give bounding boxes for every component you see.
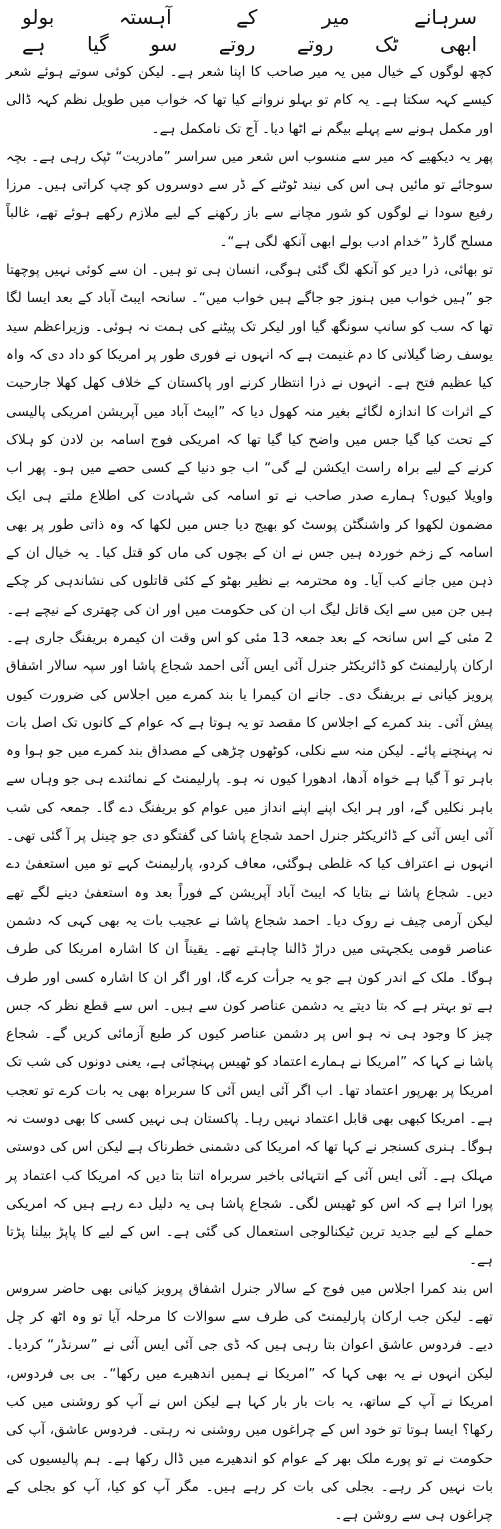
verse-word: ابھی — [439, 32, 477, 56]
verse-word: ٹک — [375, 32, 399, 56]
verse-word: روتے — [218, 32, 256, 56]
verse-word: بولو — [22, 5, 55, 29]
verse-word: ہے — [22, 32, 46, 56]
verse-word: روتے — [296, 32, 334, 56]
verse-word: میر — [321, 5, 350, 29]
paragraph-3: تو بھائی، ذرا دیر کو آنکھ لگ گئی ہوگی، انسان ہی تو ہیں۔ ان سے کوئی نہیں پوچھتا جو ”ہیں خواب میں ہنوز جو جاگے ہیں خواب میں“۔ سانحہ ایبٹ آباد کے بعد ایسا لگا تھا کہ سب کو سانپ سونگھ گیا اور لیکر تک پیٹنے کی ہمت نہ ہوئی۔ وزیراعظم سید یوسف رضا گیلانی کا دم غنیمت ہے کہ انہوں نے فوری طور پر امریکا کو داد دی کہ واہ کیا عظیم فتح ہے۔ انہوں نے ذرا انتظار کرنے اور پاکستان کے خلاف کھل کھلا جارحیت کے اثرات کا اندازہ لگائے بغیر منہ کھول دیا کہ ”ایبٹ آباد میں آپریشن امریکی پالیسی کے تحت کیا گیا جس میں واضح کیا گیا تھا کہ امریکی فوج اسامہ بن لادن کو ہلاک کرنے کے لیے براہ راست ایکشن لے گی“ اب جو دنیا کے کسی حصے میں ہو۔ پھر اب واویلا کیوں؟ ہمارے صدر صاحب نے تو اسامہ کی شہادت کی اطلاع ملتے ہی ایک مضمون لکھوا کر واشنگٹن پوسٹ کو بھیج دیا جس میں لکھا کہ وہ ذاتی طور پر بھی اسامہ کے زخم خوردہ ہیں جس نے ان کے بچوں کی ماں کو قتل کیا۔ یہ خیال ان کے ذہن میں جانے کب آیا۔ وہ محترمہ بے نظیر بھٹو کے کئی قاتلوں کی نشاندہی کر چکے ہیں جن میں سے ایک قاتل لیگ اب ان کی حکومت میں اور ان کی چھتری کے نیچے ہے۔ — [6, 262, 493, 618]
verse-word: سو — [150, 32, 178, 56]
verse-word: کے — [236, 5, 258, 29]
verse-word: گیا — [86, 32, 109, 56]
paragraph-2: پھر یہ دیکھیے کہ میر سے منسوب اس شعر میں سراسر ”مادریت“ ٹپک رہی ہے۔ بچہ سوجائے تو مائیں ہی اس کی نیند ٹوٹنے کے ڈر سے دوسروں کو چپ کراتی ہیں۔ مرزا رفیع سودا نے لوگوں کو شور مچانے سے باز رکھنے کے لیے ملازم رکھے ہوئے تھے، غالباً مسلح گارڈ ”خدام ادب بولے ابھی آنکھ لگی ہے“۔ — [6, 148, 493, 250]
verse-word: سرہانے — [414, 5, 477, 29]
paragraph-5: اس بند کمرا اجلاس میں فوج کے سالار جنرل اشفاق پرویز کیانی بھی حاضر سروس تھے۔ لیکن جب ارکان پارلیمنٹ کی طرف سے سوالات کا مرحلہ آیا تو وہ اٹھ کر چل دیے۔ فردوس عاشق اعوان بتا رہی ہیں کہ ڈی جی آئی ایس آئی نے ”سرنڈر“ کردیا۔ لیکن انہوں نے یہ بھی کہا کہ ”امریکا نے ہمیں اندھیرے میں رکھا“۔ بی بی فردوس، امریکا نے آپ کے ساتھ، یہ بات بار بار کہا ہے لیکن اس نے آپ کو روشنی میں کب رکھا؟ ایسا ہوتا تو خود اس کے چراغوں میں روشنی نہ رہتی۔ فردوس عاشق، آپ کی حکومت نے تو پورے ملک بھر کے عوام کو اندھیرے میں ڈال رکھا ہے۔ ہم پالیسیوں کی بات نہیں کر رہے۔ بجلی کی بات کر رہے ہیں۔ مگر آپ کو کیا، آپ کو بجلی کے چراغوں ہی سے روشن ہے۔ — [6, 1280, 493, 1524]
paragraph-4: 2 مئی کے اس سانحہ کے بعد جمعہ 13 مئی کو اس وقت ان کیمرہ بریفنگ جاری ہے۔ ارکان پارلیمنٹ کو ڈائریکٹر جنرل آئی ایس آئی احمد شجاع پاشا اور سپہ سالار اشفاق پرویز کیانی نے بریفنگ دی۔ جانے ان کیمرا یا بند کمرے میں اجلاس کی ضرورت کیوں پیش آئی۔ بند کمرے کے اجلاس کا مقصد تو یہ ہوتا ہے کہ عوام کے کانوں تک اصل بات نہ پہنچنے پائے۔ لیکن منہ سے نکلی، کوٹھوں چڑھی کے مصداق بند کمرے میں جو ہوا وہ باہر تو آ گیا ہے خواہ آدھا، ادھورا کیوں نہ ہو۔ پارلیمنٹ کے نمائندے ہی جو وہاں سے باہر نکلیں گے، اور ہر ایک اپنے اپنے انداز میں عوام کو بریفنگ دے گا۔ جمعہ کی شب آئی ایس آئی کے ڈائریکٹر جنرل احمد شجاع پاشا کی گفتگو دی جو چینل پر آ گئی تھی۔ انہوں نے اعتراف کیا کہ غلطی ہوگئی، معاف کردو، پارلیمنٹ کہے تو میں استعفیٰ دے دیں۔ شجاع پاشا نے بتایا کہ ایبٹ آباد آپریشن کے فوراً بعد وہ استعفیٰ دینے لگے تھے لیکن آرمی چیف نے روک دیا۔ احمد شجاع پاشا نے عجیب بات یہ بھی کہی کہ دشمن عناصر قومی یکجہتی میں دراڑ ڈالنا چاہتے تھے۔ یقیناً ان کا اشارہ امریکا کی طرف ہوگا۔ ملک کے اندر کون ہے جو یہ جرأت کرے گا، اور اگر ان کا اشارہ کسی اور طرف ہے تو بہتر ہے کہ بتا دیتے یہ دشمن عناصر کون سے ہیں۔ اس سے قطع نظر کہ جس چیز کا وجود ہی نہ ہو اس پر دشمن عناصر کیوں کر طبع آزمائی کریں گے۔ شجاع پاشا نے کہا کہ ”امریکا نے ہمارے اعتماد کو ٹھیس پہنچائی ہے، یعنی دونوں کی شب تک امریکا پر بھرپور اعتماد تھا۔ اب اگر آئی ایس آئی کا سربراہ بھی یہ بات کرے تو تعجب ہے۔ امریکا کبھی بھی قابل اعتماد نہیں رہا۔ پاکستان ہی نہیں کسی کا بھی دوست نہ ہوگا۔ ہنری کسنجر نے کہا تھا کہ امریکا کی دشمنی خطرناک ہے لیکن اس کی دوستی مہلک ہے۔ آئی ایس آئی کے انتہائی باخبر سربراہ اتنا بتا دیں کہ امریکا کب اعتماد پر پورا اترا ہے کہ اس کو ٹھیس لگی۔ شجاع پاشا ہی یہ دلیل دے رہے ہیں کہ امریکی حملے کے لیے جدید ترین ٹیکنالوجی استعمال کی گئی ہے۔ اس کے لیے کا پاپڑ بیلنا پڑتا ہے۔ — [6, 629, 493, 1269]
paragraph-1: کچھ لوگوں کے خیال میں یہ میر صاحب کا اپنا شعر ہے۔ لیکن کوئی سوتے ہوئے شعر کیسے کہہ سکتا ہے۔ یہ کام تو بہلو نروانے کیا تھا کہ خواب میں طویل نظم کہہ ڈالی اور مکمل ہونے سے پہلے بیگم نے اٹھا دیا۔ آج تک نامکمل ہے۔ — [6, 64, 493, 137]
verse-line-2 — [6, 31, 493, 58]
verse-line-1 — [6, 4, 493, 31]
verse-word: آہستہ — [118, 5, 172, 29]
